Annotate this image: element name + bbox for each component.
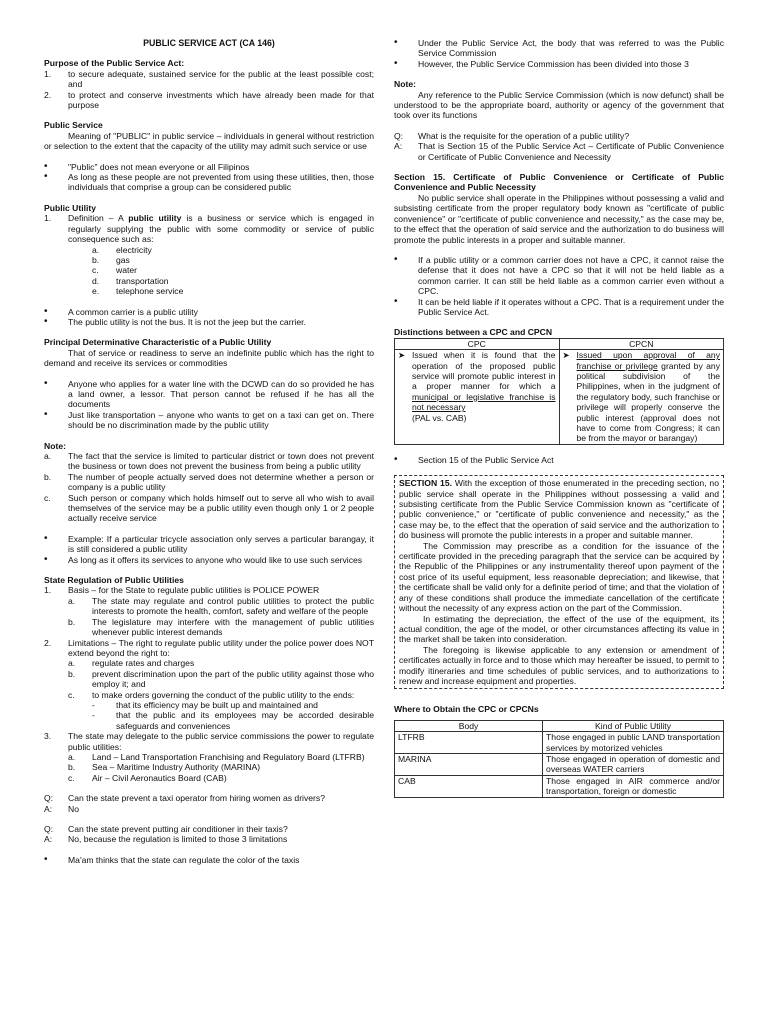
table-row: CAB Those engaged in AIR commerce and/or transportation, foreign or domestic [395, 775, 724, 797]
question: Q: Can the state prevent a taxi operator from hiring women as drivers? [44, 793, 325, 804]
list-item: • Under the Public Service Act, the body that was referred to was the Public Service Commission [394, 37, 724, 59]
list-item: c. Such person or company which holds himself out to serve all who wish to avail themselves of the service may be a public utility even though only 1 or 2 people actually receive service [44, 492, 374, 524]
arrow-icon: ➤ [398, 350, 406, 361]
list-item: a. The state may regulate and control public utilities to protect the public interests to promote the health, comfort, safety and welfare of the people [68, 595, 374, 617]
list-item: • It can be held liable if it operates without a CPC. That is a requirement under the Public Service Act. [394, 295, 724, 317]
answer: A: No, because the regulation is limited to those 3 limitations [44, 834, 288, 845]
list-item: e. telephone service [92, 286, 184, 297]
question: Q: Can the state prevent putting air conditioner in their taxis? [44, 824, 288, 834]
left-column [44, 38, 374, 865]
list-item: c. water [92, 265, 138, 276]
list-item: • A common carrier is a public utility [44, 305, 198, 317]
list-item: b. The legislature may interfere with the management of public utilities whenever public interest demands [68, 616, 374, 638]
table-header: Kind of Public Utility [543, 720, 724, 731]
arrow-icon: ➤ [562, 350, 570, 361]
section-15-text-box: SECTION 15. With the exception of those enumerated in the preceding section, no public service shall operate in the Philippines without possessing a valid and subsisting certificate from the Public Service Commission known as "certificate of public convenience," or "certificate of public convenience and necessity," as the case may be, to the effect that the operation of said service and the authorization to do business will promote the public interests in a proper and suitable manner. The Commission may prescribe as a condition for the issuance of the certificate provided in the preceding paragraph that the service can be acquired by the Republic of the Philippines or any instrumentality thereof upon payment of the cost price of its useful equipment, less reasonable depreciation; and likewise, that the certificate shall be valid only for a definite period of time; and that the violation of any of these conditions shall produce the immediate cancellation of the certificate without the necessity of any express action on the part of the Commission. In estimating the depreciation, the effect of the use of the equipment, its actual condition, the age of the model, or other circumstances affecting its value in the market shall be taken into consideration. The foregoing is likewise applicable to any extension or amendment of certificates actually in force and to those which may hereafter be issued, to permit to modify itineraries and time schedules of public services, and to authorizations to renew and increase equipment and properties. [394, 475, 724, 689]
where-table [394, 720, 724, 798]
question: Q: What is the requisite for the operation of a public utility? [394, 130, 630, 141]
list-item: b. prevent discrimination upon the part of the public utility against those who employ it; and [68, 668, 374, 690]
list-item: • Just like transportation – anyone who wants to get on a taxi can get on. There should be no discrimination made by the public utility [44, 408, 374, 431]
list-item: • Ma'am thinks that the state can regulate the color of the taxis [44, 853, 300, 865]
list-item: b. The number of people actually served does not determine whether a person or company is a public utility [44, 471, 374, 493]
list-item: 3. The state may delegate to the public service commissions the power to regulate public utilities: [44, 731, 374, 752]
document-title: PUBLIC SERVICE ACT (CA 146) [143, 38, 275, 48]
table-row: MARINA Those engaged in operation of domestic and overseas WATER carriers [395, 753, 724, 775]
principal-paragraph: That of service or readiness to serve an indefinite public which has the right to demand and receive its services or commodities [44, 347, 374, 369]
list-item: a. regulate rates and charges [68, 658, 195, 669]
list-item: c. to make orders governing the conduct of the public utility to the ends: [68, 689, 355, 700]
principal-heading: Principal Determinative Characteristic of a Public Utility [44, 337, 272, 348]
list-item: a. Land – Land Transportation Franchising and Regulatory Board (LTFRB) [68, 751, 365, 762]
list-item: • Example: If a particular tricycle association only serves a particular barangay, it is still considered a public utility [44, 532, 374, 555]
distinctions-heading: Distinctions between a CPC and CPCN [394, 327, 553, 338]
list-item: 1. to secure adequate, sustained service for the public at the least possible cost; and [44, 68, 374, 90]
section-15-heading: Section 15. Certificate of Public Convenience or Certificate of Public Convenience and Public Necessity [394, 172, 724, 193]
list-item: d. transportation [92, 275, 169, 286]
right-column [394, 38, 724, 798]
answer: A: That is Section 15 of the Public Service Act – Certificate of Public Convenience or Certificate of Public Convenience and Necessity [394, 141, 724, 162]
table-row: LTFRB Those engaged in public LAND transportation services by motorized vehicles [395, 732, 724, 754]
section-15-paragraph: No public service shall operate in the Philippines without possessing a valid and subsisting certificate from the proper regulatory body known as "certificate of public convenience" or "certificate of public convenience and necessity," as the case may be, to the effect that the operation of said service and the authorization to do business will promote the public interests in a proper and suitable manner. [394, 192, 724, 245]
list-item: • "Public" does not mean everyone or all Filipinos [44, 160, 250, 172]
list-item: 1. Definition – A public utility is a business or service which is engaged in regularly supplying the public with some commodity or service of public consequence such as: [44, 213, 375, 245]
note-paragraph: Any reference to the Public Service Commission (which is now defunct) shall be understood to be the appropriate board, authority or agency of the government that took over its functions [394, 89, 724, 121]
table-cell: ➤ Issued when it is found that the operation of the proposed public service will promote public interest in a proper manner for which a municipal or legislative franchise is not necessary (PAL vs. CAB) [395, 350, 560, 445]
table-header: CPCN [559, 338, 724, 349]
list-item: b. Sea – Maritime Industry Authority (MARINA) [68, 762, 261, 773]
list-item: • However, the Public Service Commission has been divided into those 3 [394, 57, 689, 69]
list-item: 2. to protect and conserve investments which have already been made for that purpose [44, 89, 374, 111]
list-item: • Anyone who applies for a water line with the DCWD can do so provided he has a land owner, a lessor. That person cannot be refused if he has all the documents [44, 377, 374, 410]
purpose-heading: Purpose of the Public Service Act: [44, 58, 185, 69]
list-item: - that the public and its employees may be accorded desirable safeguards and conveniences [92, 710, 374, 731]
list-item: • As long as these people are not prevented from using these utilities, then, those individuals that comprise a group can be considered public [44, 171, 374, 193]
list-item: • As long as it offers its services to anyone who would like to use such services [44, 553, 363, 565]
note-heading: Note: [44, 440, 66, 451]
table-header: Body [395, 720, 543, 731]
where-heading: Where to Obtain the CPC or CPCNs [394, 704, 539, 715]
table-header: CPC [395, 338, 560, 349]
public-service-heading: Public Service [44, 120, 103, 131]
list-item: - that its efficiency may be built up and maintained and [92, 699, 318, 710]
state-regulation-heading: State Regulation of Public Utilities [44, 575, 184, 586]
list-item: 2. Limitations – The right to regulate public utility under the police power does NOT extend beyond the right to: [44, 637, 374, 658]
public-utility-heading: Public Utility [44, 202, 97, 213]
list-item: a. electricity [92, 244, 152, 255]
list-item: a. The fact that the service is limited to particular district or town does not prevent the business or town does not prevent the business from being a public utility [44, 451, 374, 472]
list-item: • The public utility is not the bus. It is not the jeep but the carrier. [44, 315, 306, 327]
distinctions-table [394, 338, 724, 445]
answer: A: No [44, 803, 79, 814]
public-service-paragraph: Meaning of "PUBLIC" in public service – individuals in general without restriction or selection to the extent that the capacity of the utility may admit such service or use [44, 130, 374, 152]
list-item: 1. Basis – for the State to regulate public utilities is POLICE POWER [44, 585, 320, 596]
list-item: • Section 15 of the Public Service Act [394, 453, 554, 465]
table-cell: ➤ Issued upon approval of any franchise or privilege granted by any political subdivision of the Philippines, when in the judgment of the regulatory body, such franchise or privilege will properly conserve the public interest (approval does not have to come from Congress; it can be from the mayor or barangay) [559, 350, 724, 445]
list-item: • If a public utility or a common carrier does not have a CPC, it cannot raise the defense that it does not have a CPC so that it will not be held liable as a common carrier. It can still be held liable as a common carrier even without a CPC. [394, 253, 724, 297]
list-item: b. gas [92, 254, 130, 265]
list-item: c. Air – Civil Aeronautics Board (CAB) [68, 772, 227, 783]
note-heading: Note: [394, 79, 416, 90]
